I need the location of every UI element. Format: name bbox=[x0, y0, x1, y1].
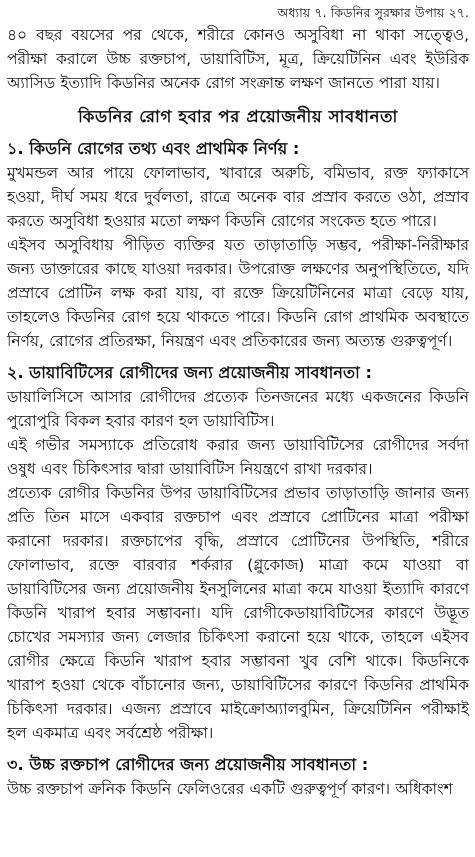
subsection-3-heading: ৩. উচ্চ রক্তচাপ রোগীদের জন্য প্রয়োজনীয় সাবধানতা : bbox=[7, 755, 369, 774]
subsection-1-paragraph-1: মুখমন্ডল আর পায়ে ফোলাভাব, খাবারে অরুচি, বমিভাব, রক্ত ফ্যাকাসে হওয়া, দীর্ঘ সময় ধরে দুর্বলতা, রাত্রে অনেক বার প্রস্রাব করতে ওঠা, প্রস্রাব করতে অসুবিধা হওয়ার মতো লক্ষণ কিডনি রোগের সংকেত হতে পারে। bbox=[7, 164, 469, 230]
subsection-1-paragraph-2: এইসব অসুবিধায় পীড়িত ব্যক্তির যত তাড়াতাড়ি সম্ভব, পরীক্ষা-নিরীক্ষার জন্য ডাক্তারের কাছে যাওয়া দরকার। উপরোক্ত লক্ষণের অনুপস্থিতিতে, যদি প্রস্রাবে প্রোটিন লক্ষ করা যায়, বা রক্তে ক্রিয়েটিনিনের মাত্রা বেড়ে যায়, তাহলেও কিডনির রোগ হয়ে থাকতে পারে। কিডনি রোগ প্রাথমিক অবস্থাতে নির্ণয়, রোগের প্রতিরক্ষা, নিয়ন্ত্রণ এবং প্রতিকারের জন্য অত্যন্ত গুরুত্বপূর্ণ। bbox=[7, 236, 469, 350]
subsection-1-heading: ১. কিডনি রোগের তথ্য এবং প্রাথমিক নির্ণয় : bbox=[7, 139, 300, 158]
subsection-2-paragraph-3: প্রত্যেক রোগীর কিডনির উপর ডায়াবিটিসের প্রভাব তাড়াতাড়ি জানার জন্য প্রতি তিন মাসে একবার রক্তচাপ এবং প্রস্রাবে প্রোটিনের মাত্রা পরীক্ষা করানো দরকার। রক্তচাপের বৃদ্ধি, প্রস্রাবে প্রোটিনের উপস্থিতি, শরীরে ফোলাভাব, রক্তে বারবার শর্করার (গ্লুকোজ) মাত্রা কমে যাওয়া বা ডায়াবিটিসের জন্য প্রয়োজনীয় ইনসুলিনের মাত্রা কমে যাওয়া ইত্যাদি কারণে কিডনি খারাপ হবার সম্ভাবনা। যদি রোগীকেডায়াবিটিসের কারণে উদ্ভূত চোখের সমস্যার জন্য লেজার চিকিৎসা করানো হয়ে থাকে, তাহলে এইসব রোগীর ক্ষেত্রে কিডনি খারাপ হবার সম্ভাবনা খুব বেশি থাকে। কিডনিকে খারাপ হওয়া থেকে বাঁচানোর জন্য, ডায়াবিটিসের কারণে কিডনির প্রাথমিক চিকিৎসা দরকার। এজন্য প্রস্রাবে মাইক্রোঅ্যালবুমিন, ক্রিয়েটিনিন পরীক্ষাই হল একমাত্র এবং সর্বশ্রেষ্ঠ পরীক্ষা। bbox=[7, 484, 469, 742]
intro-paragraph: ৪০ বছর বয়সের পর থেকে, শরীরে কোনও অসুবিধা না থাকা সত্ত্বেও, পরীক্ষা করালে উচ্চ রক্তচাপ, ডায়াবিটিস, মূত্র, ক্রিয়েটিনিন এবং ইউরিক অ্যাসিড ইত্যাদি কিডনির অনেক রোগ সংক্রান্ত লক্ষণ জানতে পারা যায়। bbox=[7, 26, 469, 92]
subsection-2-paragraph-2: এই গভীর সমস্যাকে প্রতিরোধ করার জন্য ডায়াবিটিসের রোগীদের সর্বদা ওষুধ এবং চিকিৎসার দ্বারা ডায়াবিটিস নিয়ন্ত্রণে রাখা দরকার। bbox=[7, 436, 469, 478]
section-title: কিডনির রোগ হবার পর প্রয়োজনীয় সাবধানতা bbox=[78, 107, 398, 126]
subsection-2-heading: ২. ডায়াবিটিসের রোগীদের জন্য প্রয়োজনীয় সাবধানতা : bbox=[7, 363, 372, 382]
running-head: অধ্যায় ৭. কিডনির সুরক্ষার উপায় ২৭. bbox=[277, 5, 469, 20]
subsection-2-paragraph-1: ডায়ালিসিসে আসার রোগীদের প্রত্যেক তিনজনের মধ্যে একজনের কিডনি পুরোপুরি বিকল হবার কারণ হল ডায়াবিটিস। bbox=[7, 388, 469, 430]
subsection-3-paragraph-1: উচ্চ রক্তচাপ ক্রনিক কিডনি ফেলিওরের একটি গুরুত্বপূর্ণ কারণ। অধিকাংশ bbox=[7, 780, 453, 798]
